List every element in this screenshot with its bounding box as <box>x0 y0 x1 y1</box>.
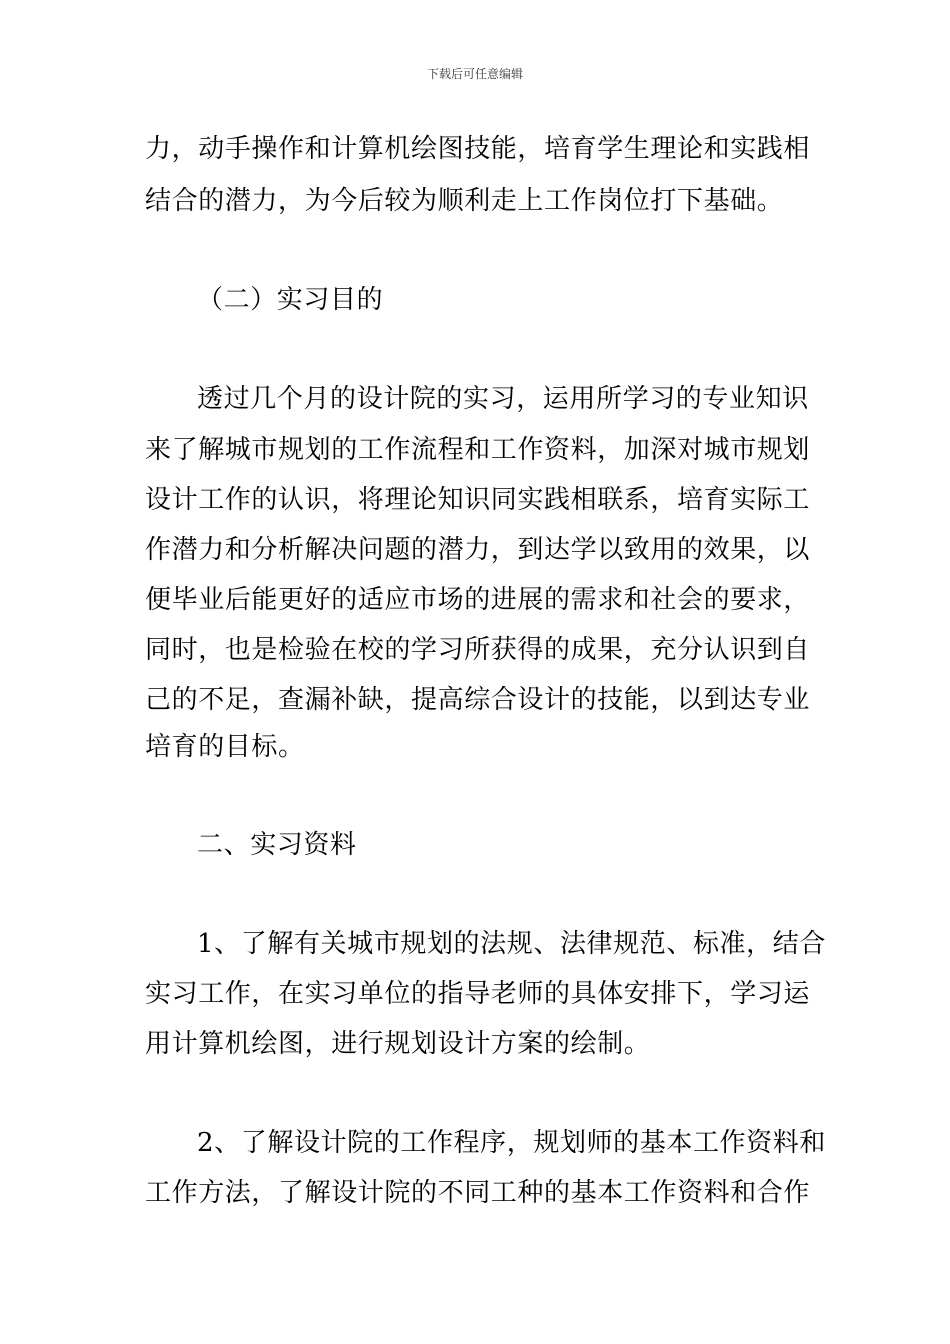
text-line: 同时，也是检验在校的学习所获得的成果，充分认识到自 <box>145 635 811 665</box>
header-note: 下载后可任意编辑 <box>426 67 523 81</box>
text-line: 用计算机绘图，进行规划设计方案的绘制。 <box>145 1029 651 1059</box>
text-line: 1、了解有关城市规划的法规、法律规范、标准，结合 <box>197 929 826 959</box>
text-line: 来了解城市规划的工作流程和工作资料，加深对城市规划 <box>145 435 811 465</box>
text-line: 2、了解设计院的工作程序，规划师的基本工作资料和 <box>197 1128 826 1158</box>
text-line: 便毕业后能更好的适应市场的进展的需求和社会的要求， <box>145 585 811 615</box>
text-line: 透过几个月的设计院的实习，运用所学习的专业知识 <box>197 384 809 414</box>
section-heading: （二）实习目的 <box>197 285 384 315</box>
text-line: 己的不足，查漏补缺，提高综合设计的技能，以到达专业 <box>145 685 811 715</box>
text-line: 设计工作的认识，将理论知识同实践相联系，培育实际工 <box>145 485 811 515</box>
text-line: 工作方法，了解设计院的不同工种的基本工作资料和合作 <box>145 1178 811 1208</box>
text-line: 力，动手操作和计算机绘图技能，培育学生理论和实践相 <box>145 134 811 164</box>
text-line: 结合的潜力，为今后较为顺利走上工作岗位打下基础。 <box>145 186 784 216</box>
section-heading: 二、实习资料 <box>197 830 357 860</box>
text-line: 作潜力和分析解决问题的潜力，到达学以致用的效果，以 <box>145 535 811 565</box>
text-line: 培育的目标。 <box>145 732 305 762</box>
text-line: 实习工作，在实习单位的指导老师的具体安排下，学习运 <box>145 979 811 1009</box>
